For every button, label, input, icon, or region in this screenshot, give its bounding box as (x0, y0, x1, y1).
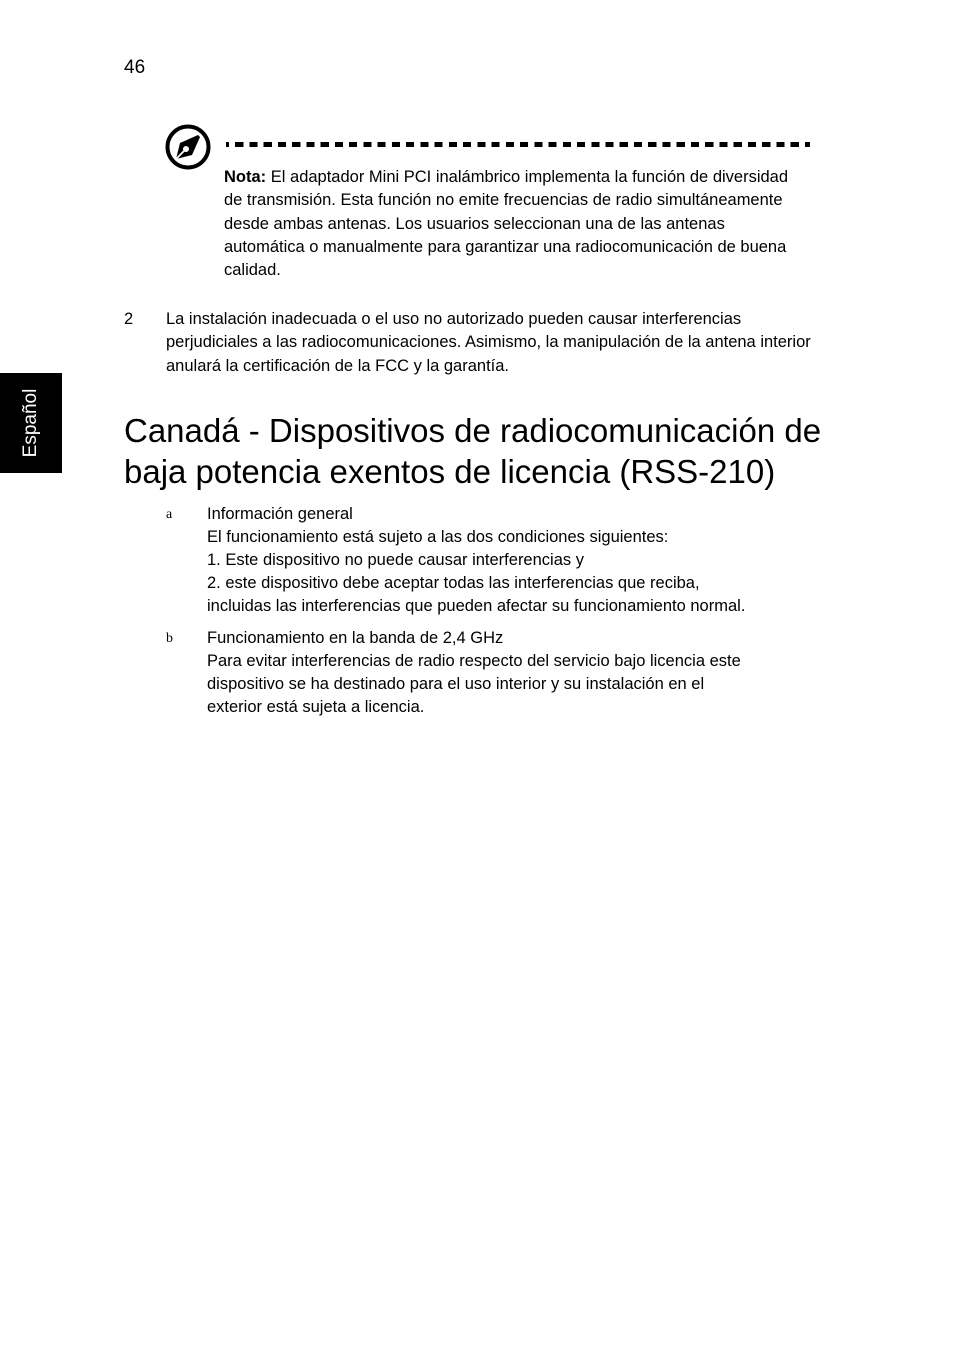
note-label: Nota: (224, 168, 267, 186)
note-divider (226, 142, 810, 147)
section-title (124, 410, 844, 492)
sub-item-heading: Funcionamiento en la banda de 2,4 GHz (207, 629, 504, 647)
pen-nib-icon (165, 124, 211, 170)
sub-item-line: El funcionamiento está sujeto a las dos condiciones siguientes: (207, 528, 669, 546)
page-number: 46 (124, 57, 146, 78)
sub-item-heading: Información general (207, 505, 353, 523)
language-side-tab-label: Español (20, 388, 41, 458)
sub-item-b (124, 627, 824, 719)
sub-item-line: 1. Este dispositivo no puede causar interferencias y (207, 551, 584, 569)
language-side-tab (0, 373, 62, 473)
sub-item-line: exterior está sujeta a licencia. (207, 698, 425, 716)
sub-item-line: Para evitar interferencias de radio respecto del servicio bajo licencia este (207, 652, 741, 670)
list-item-text: La instalación inadecuada o el uso no autorizado pueden causar interferencias perjudiciales a las radiocomunicaciones. Asimismo, la manipulación de la antena interior anulará la certificación de la FCC y la garantía. (166, 310, 811, 375)
sub-item-body (207, 627, 824, 719)
sub-item-line: 2. este dispositivo debe aceptar todas las interferencias que reciba, (207, 574, 700, 592)
section-title-line2: baja potencia exentos de licencia (RSS-210) (124, 453, 776, 490)
section-title-line1: Canadá - Dispositivos de radiocomunicación de (124, 412, 822, 449)
sub-item-letter: a (166, 507, 173, 522)
sub-item-body (207, 503, 824, 618)
list-item-2 (124, 308, 814, 378)
note-body: El adaptador Mini PCI inalámbrico implementa la función de diversidad de transmisión. Esta función no emite frecuencias de radio simultáneamente desde ambas antenas. Los usuarios seleccionan una de las antenas automática o manualmente para garantizar una radiocomunicación de buena calidad. (224, 168, 789, 280)
sub-item-line: incluidas las interferencias que pueden afectar su funcionamiento normal. (207, 597, 746, 615)
sub-item-a (124, 503, 824, 618)
list-item-number: 2 (124, 310, 134, 328)
note-text (224, 166, 804, 282)
sub-item-line: dispositivo se ha destinado para el uso interior y su instalación en el (207, 675, 705, 693)
sub-item-letter: b (166, 631, 173, 646)
